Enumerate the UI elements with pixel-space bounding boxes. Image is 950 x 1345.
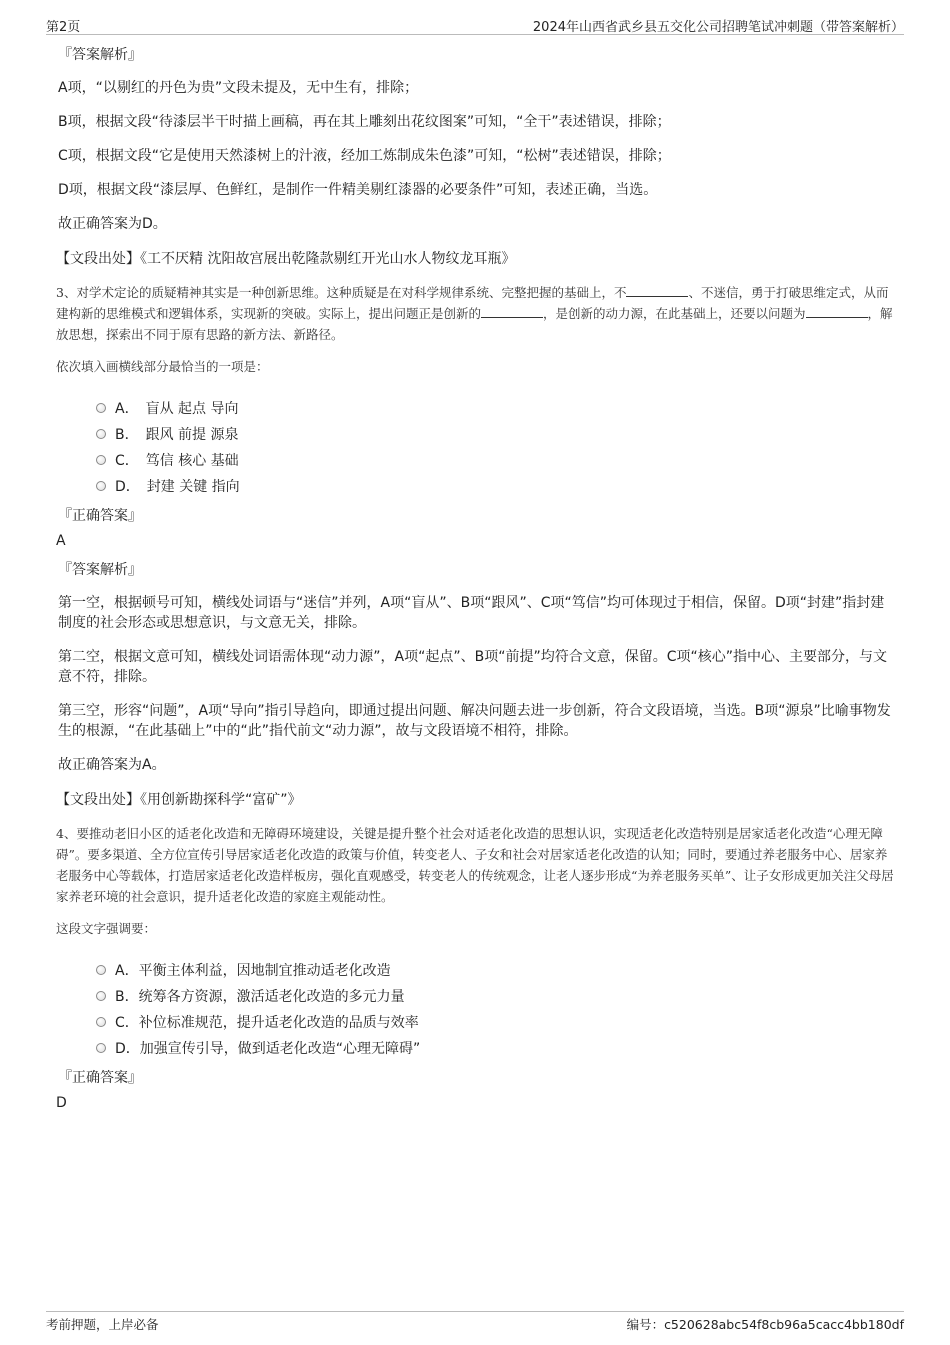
blank-line (806, 305, 868, 318)
option-a[interactable]: A．平衡主体利益，因地制宜推动适老化改造 (96, 957, 898, 983)
analysis-conclusion: 故正确答案为A。 (58, 757, 166, 773)
passage-source: 【文段出处】《用创新勘探科学“富矿”》 (56, 792, 302, 808)
blank-line (481, 305, 543, 318)
question-4-options (96, 957, 898, 1061)
question-4-prompt: 这段文字强调要： (56, 921, 157, 936)
analysis-paragraph: A项，“以剔红的丹色为贵”文段未提及，无中生有，排除； (58, 80, 419, 96)
option-d[interactable]: D． 封建 关键 指向 (96, 473, 898, 499)
page-number: 第2页 (46, 20, 81, 35)
analysis-paragraph: D项，根据文段“漆层厚、色鲜红，是制作一件精美剔红漆器的必要条件”可知，表述正确，当选。 (58, 182, 658, 198)
radio-icon[interactable] (96, 965, 106, 975)
answer-label: 『正确答案』 (58, 1070, 142, 1086)
page-header (46, 14, 904, 35)
analysis-paragraph: B项，根据文段“待漆层半干时描上画稿，再在其上雕刻出花纹图案”可知，“全干”表述错误，排除； (58, 114, 671, 130)
footer-slogan: 考前押题，上岸必备 (46, 1317, 159, 1332)
option-b[interactable]: B．统筹各方资源，激活适老化改造的多元力量 (96, 983, 898, 1009)
option-a[interactable]: A． 盲从 起点 导向 (96, 395, 898, 421)
option-d[interactable]: D．加强宣传引导，做到适老化改造“心理无障碍” (96, 1035, 898, 1061)
option-c[interactable]: C． 笃信 核心 基础 (96, 447, 898, 473)
passage-source: 【文段出处】《工不厌精 沈阳故宫展出乾隆款剔红开光山水人物纹龙耳瓶》 (56, 251, 516, 267)
option-b[interactable]: B． 跟风 前提 源泉 (96, 421, 898, 447)
radio-icon[interactable] (96, 455, 106, 465)
document-title: 2024年山西省武乡县五交化公司招聘笔试冲刺题（带答案解析） (532, 20, 904, 35)
analysis-paragraph: 第一空，根据顿号可知，横线处词语与“迷信”并列，A项“盲从”、B项“跟风”、C项“笃信”均可体现过于相信，保留。D项“封建”指封建制度的社会形态或思想意识，与文意无关，排除。 (58, 595, 885, 631)
question-3-text: 3、对学术定论的质疑精神其实是一种创新思维。这种质疑是在对科学规律系统、完整把握的基础上，不 、不迷信，勇于打破思维定式，从而建构新的思维模式和逻辑体系，实现新的突破。实际上，提出问题正是创新的 ，是创新的动力源，在此基础上，还要以问题为 ，解放思想，探索出不同于原有思路的新方法、新路径。 (56, 285, 893, 342)
document-id: 编号：c520628abc54f8cb96a5cacc4bb180df (626, 1317, 904, 1332)
answer-label: 『正确答案』 (58, 508, 142, 524)
answer-value: D (56, 1095, 67, 1111)
radio-icon[interactable] (96, 1017, 106, 1027)
radio-icon[interactable] (96, 481, 106, 491)
radio-icon[interactable] (96, 403, 106, 413)
blank-line (626, 284, 688, 297)
analysis-paragraph: 第三空，形容“问题”，A项“导向”指引导趋向，即通过提出问题、解决问题去进一步创新，符合文段语境，当选。B项“源泉”比喻事物发生的根源，“在此基础上”中的“此”指代前文“动力源”，故与文段语境不相符，排除。 (58, 703, 891, 739)
answer-value: A (56, 533, 66, 549)
question-3-prompt: 依次填入画横线部分最恰当的一项是： (56, 359, 269, 374)
page-content (56, 44, 898, 1121)
analysis-conclusion: 故正确答案为D。 (58, 216, 167, 232)
analysis-label: 『答案解析』 (58, 562, 142, 578)
page-footer (46, 1311, 904, 1336)
radio-icon[interactable] (96, 1043, 106, 1053)
radio-icon[interactable] (96, 991, 106, 1001)
radio-icon[interactable] (96, 429, 106, 439)
analysis-paragraph: C项，根据文段“它是使用天然漆树上的汁液，经加工炼制成朱色漆”可知，“松树”表述错误，排除； (58, 148, 671, 164)
analysis-label: 『答案解析』 (58, 47, 142, 63)
analysis-paragraph: 第二空，根据文意可知，横线处词语需体现“动力源”，A项“起点”、B项“前提”均符合文意，保留。C项“核心”指中心、主要部分，与文意不符，排除。 (58, 649, 887, 685)
question-4-text: 4、要推动老旧小区的适老化改造和无障碍环境建设，关键是提升整个社会对适老化改造的思想认识，实现适老化改造特别是居家适老化改造“心理无障碍”。要多渠道、全方位宣传引导居家适老化改造的政策与价值，转变老人、子女和社会对居家适老化改造的认知；同时，要通过养老服务中心、居家养老服务中心等载体，打造居家适老化改造样板房，强化直观感受，转变老人的传统观念，让老人逐步形成“为养老服务买单”、让子女形成更加关注父母居家养老环境的社会意识，提升适老化改造的家庭主观能动性。 (56, 826, 894, 904)
question-3-options (96, 395, 898, 499)
option-c[interactable]: C．补位标准规范，提升适老化改造的品质与效率 (96, 1009, 898, 1035)
